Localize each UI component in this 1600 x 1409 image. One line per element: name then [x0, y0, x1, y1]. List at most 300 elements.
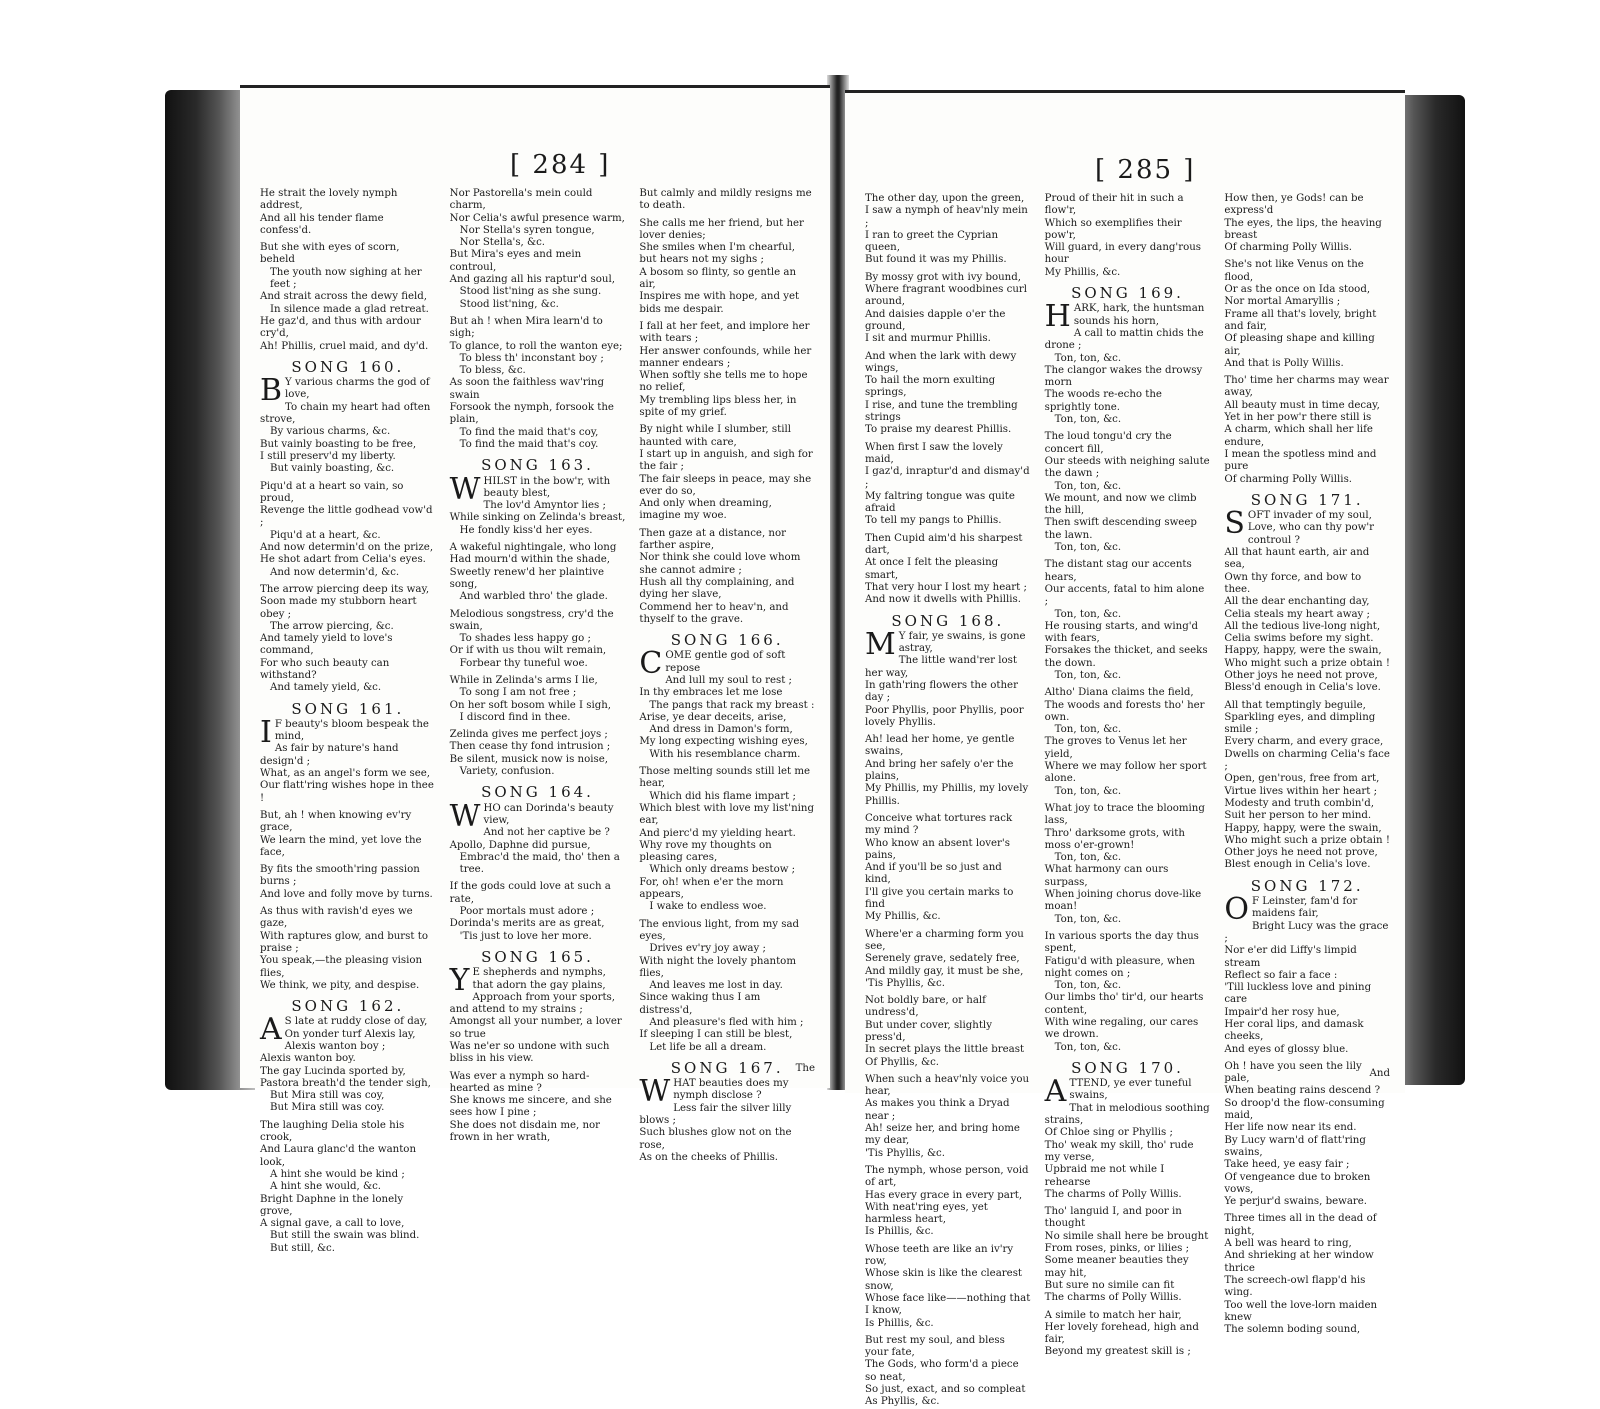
verse-text: All the dear enchanting day, — [1224, 596, 1370, 608]
verse-text: And eyes of glossy blue. — [1224, 1043, 1349, 1055]
verse-line — [865, 1384, 1031, 1396]
verse-line — [260, 1144, 436, 1169]
song-heading: SONG 160. — [291, 357, 405, 376]
verse-text: He fondly kiss'd her eyes. — [459, 524, 593, 536]
verse-text: A bell was heard to ring, — [1224, 1238, 1352, 1250]
verse-text: Y fair, ye swains, is gone astray, — [898, 630, 1029, 655]
verse-line — [639, 791, 815, 803]
verse-text: HO can Dorinda's beauty view, — [483, 802, 617, 826]
verse-text: As fair by nature's hand design'd ; — [260, 743, 402, 767]
verse-line — [1224, 748, 1394, 774]
verse-text: How then, ye Gods! can be express'd — [1224, 193, 1367, 217]
verse-text: Commend her to heav'n, and thyself to the grave. — [639, 601, 792, 625]
drop-cap: O — [1224, 892, 1249, 928]
verse-text: And leaves me lost in day. — [649, 980, 783, 992]
verse-text: But Mira still was coy, — [270, 1090, 385, 1102]
verse-line — [260, 242, 436, 267]
verse-line — [260, 341, 436, 353]
verse-line — [865, 978, 1031, 990]
verse-text: And only when dreaming, imagine my woe. — [639, 498, 776, 522]
verse-line — [450, 512, 626, 524]
verse-line — [1044, 1074, 1211, 1110]
verse-line — [260, 554, 436, 566]
verse-text: He rousing starts, and wing'd with fears, — [1044, 620, 1202, 645]
verse-text: To chain my heart had often strove, — [260, 401, 434, 426]
verse-text: And tamely yield to love's command, — [260, 633, 396, 657]
verse-text: But under cover, slightly press'd, — [865, 1019, 996, 1043]
verse-line — [1224, 1085, 1390, 1097]
verse-line — [450, 427, 626, 439]
verse-line — [260, 1078, 436, 1090]
verse-line — [1045, 1140, 1211, 1165]
verse-text: Other joys he need not prove, — [1224, 669, 1378, 681]
verse-line — [260, 1120, 436, 1145]
verse-text: 'Tis Phyllis, &c. — [865, 977, 945, 989]
verse-line — [260, 768, 436, 780]
verse-text: I sit and murmur Phillis. — [865, 333, 991, 345]
verse-line — [1224, 522, 1390, 547]
verse-line — [450, 729, 626, 741]
verse-line — [450, 609, 626, 634]
drop-cap: W — [449, 471, 481, 507]
verse-line — [639, 700, 815, 712]
verse-line — [639, 370, 815, 395]
verse-line — [450, 741, 626, 753]
catchword: And — [1369, 1068, 1390, 1079]
verse-line — [865, 594, 1031, 606]
verse-text: With wine regaling, our cares we drown. — [1044, 1017, 1202, 1041]
verse-text: Then cease thy fond intrusion ; — [449, 741, 611, 753]
verse-line — [1045, 1280, 1211, 1292]
verse-line — [450, 918, 626, 930]
verse-line — [260, 481, 436, 506]
verse-line — [260, 1029, 436, 1041]
verse-text: Which did his flame impart ; — [649, 790, 796, 802]
verse-text: Approach from your sports, and attend to my strains ; — [449, 991, 619, 1016]
verse-text: I'll give you certain marks to find — [865, 886, 1017, 911]
verse-line — [865, 838, 1031, 863]
verse-text: To hail the morn exulting springs, — [865, 375, 999, 399]
verse-text: Is Phillis, &c. — [865, 1226, 934, 1238]
verse-line — [260, 621, 436, 633]
verse-text: He strait the lovely nymph addrest, — [260, 188, 401, 212]
verse-line — [1224, 375, 1390, 400]
verse-line — [865, 1318, 1031, 1330]
verse-line — [639, 749, 815, 761]
verse-line — [1045, 1103, 1211, 1128]
verse-line — [639, 1029, 815, 1041]
verse-line — [1224, 712, 1390, 737]
verse-text: You speak,—the pleasing vision flies, — [260, 955, 426, 979]
verse-text: Frame all that's lovely, bright and fair, — [1224, 308, 1380, 332]
verse-line — [260, 889, 436, 901]
verse-text: Ton, ton, &c. — [1054, 785, 1122, 797]
verse-text: The laughing Delia stole his crook, — [260, 1119, 408, 1144]
verse-line — [450, 316, 626, 341]
verse-text: Her lovely forehead, high and fair, — [1044, 1321, 1203, 1346]
verse-text: We think, we pity, and despise. — [260, 979, 420, 991]
verse-text: Tho' time her charms may wear away, — [1224, 375, 1392, 399]
verse-line — [1224, 296, 1390, 308]
verse-text: Nor e'er did Liffy's limpid stream — [1224, 945, 1361, 969]
verse-text: Sweetly renew'd her plaintive song, — [449, 566, 608, 590]
verse-line — [260, 213, 436, 238]
verse-line — [639, 901, 815, 913]
verse-text: As thus with ravish'd eyes we gaze, — [260, 906, 416, 930]
verse-line — [639, 395, 815, 420]
verse-text: 'Tis Phyllis, &c. — [865, 1147, 945, 1159]
verse-line — [1045, 914, 1211, 926]
verse-line — [865, 995, 1031, 1020]
verse-line — [1045, 1042, 1211, 1054]
verse-text: Bright Daphne in the lonely grove, — [260, 1193, 407, 1217]
verse-line — [1045, 414, 1211, 426]
verse-text: When softly she tells me to hope no relief, — [639, 370, 811, 394]
verse-text: She knows me sincere, and she sees how I pine ; — [449, 1095, 616, 1119]
verse-text: As Phyllis, &c. — [865, 1396, 940, 1408]
verse-line — [1045, 1189, 1211, 1201]
drop-cap: A — [1044, 1074, 1067, 1110]
verse-line — [1224, 1172, 1390, 1197]
verse-line — [1224, 945, 1390, 970]
verse-line — [450, 700, 626, 712]
verse-line — [450, 1041, 626, 1066]
verse-line — [865, 887, 1031, 912]
verse-line — [1224, 1324, 1390, 1336]
verse-line — [865, 272, 1031, 284]
verse-text: The gay Lucinda sported by, — [260, 1065, 406, 1077]
verse-text: And now determin'd on the prize, — [260, 542, 434, 554]
verse-line — [639, 321, 815, 346]
drop-cap: S — [1224, 506, 1245, 542]
verse-line — [260, 864, 436, 889]
verse-text: Poor mortals must adore ; — [459, 906, 595, 918]
verse-text: By Lucy warn'd of flatt'ring swains, — [1224, 1134, 1370, 1158]
verse-line — [1045, 670, 1211, 682]
verse-line — [260, 1218, 436, 1230]
verse-text: My long expecting wishing eyes, — [639, 736, 808, 748]
verse-text: Stood list'ning as she sung. — [459, 286, 602, 298]
verse-line — [450, 712, 626, 724]
verse-text: By night while I slumber, still haunted with care, — [639, 424, 795, 448]
verse-line — [450, 1095, 626, 1120]
song-heading: SONG 170. — [1071, 1058, 1184, 1077]
verse-text: To song I am not free ; — [459, 687, 577, 699]
drop-cap: Y — [449, 963, 470, 999]
verse-text: Where we may follow her sport alone. — [1044, 761, 1210, 785]
verse-text: The solemn boding sound, — [1224, 1324, 1361, 1336]
verse-text: All the tedious live-long night, — [1224, 620, 1381, 632]
verse-line — [450, 249, 626, 274]
verse-text: Such blushes glow not on the rose, — [639, 1127, 795, 1151]
verse-text: I ran to greet the Cyprian queen, — [865, 229, 1002, 254]
verse-text: Thro' darksome grots, with moss o'er-grown! — [1044, 827, 1189, 851]
verse-text: Had mourn'd within the shade, — [449, 554, 611, 566]
verse-text: The envious light, from my sad eyes, — [639, 918, 803, 942]
verse-line — [865, 1359, 1031, 1384]
verse-text: Soon made my stubborn heart obey ; — [260, 596, 420, 620]
verse-text: My Phillis, my Phillis, my lovely Phillis. — [865, 783, 1032, 807]
verse-text: As makes you think a Dryad near ; — [865, 1098, 1013, 1122]
verse-line — [1045, 431, 1211, 456]
verse-text: We mount, and now we climb the hill, — [1044, 492, 1200, 517]
verse-text: Which only dreams bestow ; — [649, 864, 796, 876]
verse-line — [639, 1074, 815, 1110]
verse-line — [865, 929, 1031, 954]
verse-line — [1045, 786, 1211, 798]
verse-text: Her coral lips, and damask cheeks, — [1224, 1019, 1367, 1043]
verse-line — [450, 766, 626, 778]
verse-line — [260, 267, 436, 292]
verse-text: The other day, upon the green, — [865, 193, 1025, 204]
verse-line — [1224, 424, 1390, 449]
left-page — [240, 85, 830, 1254]
verse-text: Ton, ton, &c. — [1054, 669, 1122, 681]
verse-line — [1045, 852, 1211, 864]
verse-text: TTEND, ye ever tuneful swains, — [1069, 1078, 1195, 1102]
verse-line — [639, 943, 815, 955]
verse-text: Has every grace in every part, — [865, 1189, 1023, 1201]
verse-text: Let life be all a dream. — [649, 1041, 767, 1053]
verse-text: The woods re-echo the sprightly tone. — [1044, 389, 1166, 413]
verse-line — [1224, 547, 1390, 572]
verse-text: To find the maid that's coy. — [459, 438, 599, 450]
verse-line — [865, 284, 1031, 309]
verse-text: To shades less happy go ; — [459, 633, 591, 645]
verse-text: And dress in Damon's form, — [649, 724, 793, 736]
verse-line — [260, 426, 436, 438]
verse-line — [1224, 1135, 1390, 1160]
verse-line — [260, 743, 436, 768]
verse-line — [450, 341, 626, 353]
drop-cap: W — [639, 1074, 671, 1110]
verse-text: And shrieking at her window thrice — [1224, 1250, 1377, 1274]
verse-line — [1224, 982, 1390, 1007]
verse-text: Open, gen'rous, free from art, — [1224, 773, 1380, 785]
verse-line — [1045, 353, 1211, 365]
verse-line — [1224, 449, 1390, 474]
text-column — [1224, 193, 1394, 1336]
verse-line — [639, 919, 815, 944]
verse-line — [1224, 645, 1390, 657]
verse-line — [639, 766, 815, 791]
verse-text: Then swift descending sweep the lawn. — [1044, 517, 1201, 541]
verse-text: On yonder turf Alexis lay, — [284, 1028, 416, 1040]
verse-text: The loud tongu'd cry the concert fill, — [1044, 431, 1175, 455]
verse-text: Altho' Diana claims the field, — [1044, 687, 1194, 699]
verse-text: A call to mattin chids the drone ; — [1044, 327, 1207, 352]
verse-text: Her answer confounds, while her manner endears ; — [639, 345, 815, 369]
verse-text: Ah! lead her home, ye gentle swains, — [865, 734, 1018, 758]
verse-line — [865, 966, 1031, 978]
verse-text: Bright Lucy was the grace ; — [1224, 920, 1392, 944]
verse-line — [450, 675, 626, 687]
song-heading: SONG 167. — [670, 1058, 784, 1077]
verse-text: Other joys he need not prove, — [1224, 847, 1378, 859]
verse-line — [1045, 242, 1211, 267]
verse-text: Of vengeance due to broken vows, — [1224, 1171, 1374, 1195]
verse-text: But calmly and mildly resigns me to death. — [639, 188, 815, 212]
verse-line — [450, 402, 626, 427]
verse-text: Ton, ton, &c. — [1054, 724, 1122, 736]
song-heading: SONG 168. — [891, 611, 1005, 630]
verse-text: So just, exact, and so compleat — [865, 1384, 1026, 1396]
verse-text: Which so exemplifies their pow'r, — [1044, 217, 1185, 241]
verse-line — [1045, 218, 1211, 243]
verse-line — [639, 675, 815, 687]
verse-line — [260, 316, 436, 341]
verse-line — [865, 862, 1031, 887]
verse-text: Sparkling eyes, and dimpling smile ; — [1224, 711, 1379, 736]
verse-text: To bless th' inconstant boy ; — [459, 352, 604, 364]
page-number: [ 285 ] — [1095, 155, 1196, 185]
verse-line — [865, 705, 1031, 730]
verse-text: Every charm, and every grace, — [1224, 736, 1384, 748]
verse-line — [1045, 193, 1211, 218]
verse-line — [450, 852, 626, 877]
verse-text: A hint she would be kind ; — [270, 1168, 405, 1180]
verse-text: And if you'll be so just and kind, — [865, 862, 1006, 886]
verse-line — [260, 1169, 436, 1181]
verse-line — [1224, 1061, 1390, 1086]
verse-text: And not her captive be ? — [483, 827, 610, 839]
verse-text: Was ne'er so undone with such bliss in his view. — [449, 1041, 613, 1065]
verse-line — [260, 1041, 436, 1053]
verse-line — [1224, 773, 1390, 785]
verse-line — [260, 980, 436, 992]
verse-line — [865, 680, 1031, 705]
verse-text: As on the cheeks of Phillis. — [639, 1151, 779, 1163]
verse-text: Melodious songstress, cry'd the swain, — [449, 608, 617, 632]
verse-text: Some meaner beauties they may hit, — [1044, 1255, 1192, 1279]
verse-text: My faltring tongue was quite afraid — [865, 490, 1019, 515]
verse-line — [865, 1165, 1031, 1190]
verse-text: Ton, ton, &c. — [1054, 980, 1122, 992]
verse-text: Nor Pastorella's mein could charm, — [449, 188, 596, 212]
verse-line — [450, 931, 626, 943]
verse-text: And daisies dapple o'er the ground, — [865, 308, 1009, 332]
song-heading: SONG 164. — [481, 783, 594, 802]
verse-line — [1224, 333, 1390, 358]
verse-line — [639, 346, 815, 371]
verse-line — [260, 584, 436, 596]
verse-text: The distant stag our accents hears, — [1044, 559, 1195, 583]
verse-text: He gaz'd, and thus with ardour cry'd, — [260, 315, 425, 340]
verse-text: In various sports the day thus spent, — [1044, 930, 1203, 955]
verse-line — [639, 1127, 815, 1152]
verse-line — [639, 736, 815, 748]
verse-line — [450, 591, 626, 603]
verse-text: I discord find in thee. — [459, 711, 571, 723]
verse-text: When such a heav'nly voice you hear, — [865, 1073, 1033, 1098]
verse-text: And Laura glanc'd the wanton look, — [260, 1144, 420, 1168]
verse-line — [1224, 847, 1390, 859]
verse-text: Nor Stella's, &c. — [459, 237, 546, 249]
verse-line — [1045, 803, 1211, 828]
verse-line — [639, 498, 815, 523]
verse-text: The Gods, who form'd a piece so neat, — [865, 1359, 1022, 1383]
verse-text: Ah! seize her, and bring home my dear, — [865, 1123, 1024, 1147]
verse-text: That very hour I lost my heart ; — [865, 581, 1027, 593]
verse-line — [1224, 658, 1390, 670]
verse-text: But Mira still was coy. — [270, 1102, 385, 1114]
verse-line — [450, 274, 626, 286]
verse-line — [1045, 1292, 1211, 1304]
song-heading: SONG 161. — [291, 699, 405, 718]
verse-line — [260, 567, 436, 579]
verse-text: Or as the once on Ida stood, — [1224, 284, 1371, 296]
verse-line — [865, 1202, 1031, 1227]
verse-text: Impair'd her rosy hue, — [1224, 1006, 1340, 1018]
verse-text: And that is Polly Willis. — [1224, 357, 1344, 369]
verse-line — [865, 783, 1031, 808]
verse-text: As soon the faithless wav'ring swain — [449, 377, 608, 401]
verse-line — [1224, 1196, 1390, 1208]
verse-text: Happy, happy, were the swain, — [1224, 822, 1382, 834]
verse-text: Arise, ye dear deceits, arise, — [639, 711, 787, 723]
verse-line — [639, 267, 815, 292]
verse-text: The nymph, whose person, void of art, — [865, 1164, 1032, 1189]
verse-line — [450, 188, 626, 213]
verse-text: And lull my soul to rest ; — [665, 674, 792, 686]
verse-text: But found it was my Phillis. — [865, 254, 1007, 266]
verse-text: Ton, ton, &c. — [1054, 352, 1122, 364]
verse-text: With neat'ring eyes, yet harmless heart, — [865, 1201, 992, 1226]
verse-text: Suit her person to her mind. — [1224, 810, 1372, 822]
verse-text: Whose teeth are like an iv'ry row, — [865, 1243, 1017, 1268]
verse-line — [1224, 970, 1390, 982]
verse-line — [1045, 828, 1211, 853]
verse-line — [1224, 218, 1390, 243]
text-column — [639, 188, 818, 1163]
verse-line — [1224, 358, 1390, 370]
verse-line — [1224, 1019, 1390, 1044]
verse-line — [865, 254, 1031, 266]
verse-line — [639, 687, 815, 699]
verse-text: She's not like Venus on the flood, — [1224, 259, 1368, 283]
verse-text: Piqu'd at a heart so vain, so proud, — [260, 480, 407, 504]
verse-line — [865, 1074, 1031, 1099]
verse-line — [450, 286, 626, 298]
verse-line — [450, 542, 626, 554]
verse-line — [1224, 1213, 1390, 1238]
verse-text: And pleasure's fled with him ; — [649, 1017, 804, 1028]
drop-cap: B — [260, 373, 283, 409]
verse-text: Which blest with love my list'ning ear, — [639, 802, 818, 827]
page-number: [ 284 ] — [510, 150, 611, 180]
verse-line — [450, 225, 626, 237]
verse-line — [260, 451, 436, 463]
verse-text: Tho' languid I, and poor in thought — [1044, 1206, 1186, 1230]
verse-text: No simile shall here be brought — [1044, 1230, 1209, 1242]
verse-text: She calls me her friend, but her lover denies; — [639, 217, 808, 241]
verse-line — [1224, 596, 1390, 608]
verse-text: And when the lark with dewy wings, — [865, 350, 1020, 374]
verse-text: Ton, ton, &c. — [1054, 480, 1122, 492]
verse-text: Who know an absent lover's pains, — [865, 837, 1014, 861]
verse-text: I still preserv'd my liberty. — [260, 450, 396, 462]
verse-text: Of charming Polly Willis. — [1224, 242, 1353, 254]
verse-text: Virtue lives within her heart ; — [1224, 785, 1378, 797]
verse-text: I fall at her feet, and implore her with tears ; — [639, 320, 813, 345]
verse-line — [450, 1120, 626, 1145]
verse-line — [1045, 931, 1211, 956]
verse-text: The fair sleeps in peace, may she ever do so, — [639, 473, 815, 497]
verse-text: When first I saw the lovely maid, — [865, 441, 1006, 465]
verse-text: Why rove my thoughts on pleasing cares, — [639, 839, 775, 864]
verse-text: The charms of Polly Willis. — [1044, 1292, 1182, 1304]
text-column — [449, 188, 626, 1144]
